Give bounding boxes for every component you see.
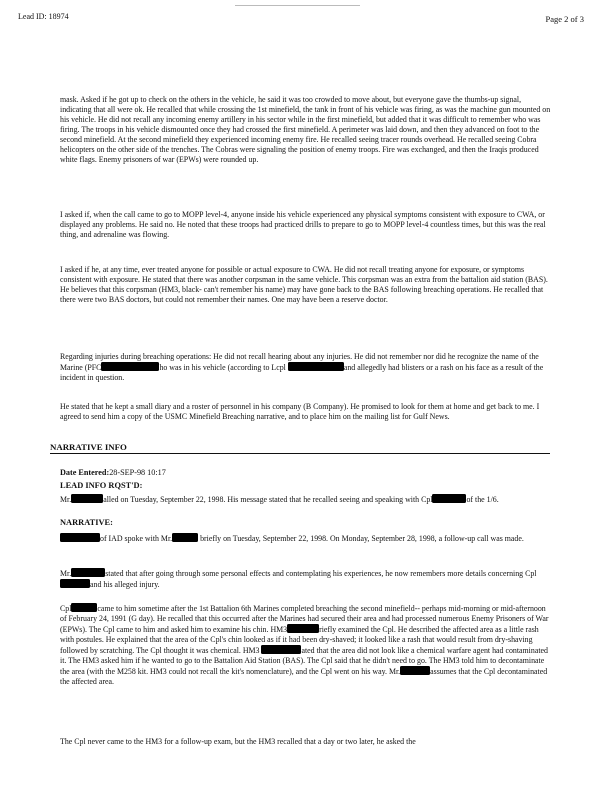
paragraph-text: of IAD spoke with Mr. — [100, 534, 173, 543]
paragraph-text: ated that the area did not look like a chemical warfare agent had contaminated it. The HM3 asked him if he wanted to go to the Battalion Aid Station (BAS). The Cpl said that he didn't need to go. The HM3 told him to decontaminate the area (with the M258 kit. HM3 could not recall the kit's nomenclature), and the Cpl went on his way. Mr. — [60, 646, 548, 676]
redaction-box — [71, 494, 103, 503]
page-number: Page 2 of 3 — [545, 14, 584, 24]
redaction-box — [261, 645, 301, 654]
section-divider — [50, 453, 550, 454]
paragraph-text: Cpl — [60, 604, 72, 613]
paragraph-text: and his alleged injury. — [90, 580, 160, 589]
redaction-box — [287, 624, 319, 633]
redaction-box — [71, 568, 105, 577]
narrative-paragraph-2 — [60, 568, 552, 590]
interview-paragraph-5: He stated that he kept a small diary and a roster of personnel in his company (B Company). He promised to look for them at home and get back to me. I agreed to send him a copy of the USMC Minefield Breaching narrative, and to place him on the mailing list for Gulf News. — [60, 402, 540, 421]
redaction-box — [288, 362, 344, 371]
interview-paragraph-4 — [60, 352, 552, 383]
paragraph-text: Mr. — [60, 569, 72, 578]
paragraph-text: assumes that the Cpl decontaminated the affected area. — [60, 667, 548, 686]
date-label: Date Entered: — [60, 468, 110, 477]
redaction-box — [400, 666, 430, 675]
lead-id: Lead ID: 18974 — [18, 12, 69, 21]
lead-info-text — [60, 494, 552, 505]
redaction-box — [432, 494, 466, 503]
redaction-box — [101, 362, 159, 371]
top-border-line — [235, 5, 360, 6]
interview-paragraph-1: mask. Asked if he got up to check on the others in the vehicle, he said it was too crowded to move about, but everyone gave the thumbs-up signal, indicating that all were ok. He recalled that while crossing the 1st minefield, the tank in front of his vehicle was firing, as was the machine gun mounted on his vehicle. He did not recall any incoming enemy artillery in his sector while in the first minefield, but added that it was difficult to remember who was firing. The troops in his vehicle dismounted once they had crossed the first minefield. A perimeter was laid down, and then they advanced on foot to the second minefield. At the second minefield they experienced incoming enemy fire. He recalled seeing tracer rounds overhead. He recalled seeing Cobra helicopters on the other side of the trenches. The Cobras were signaling the position of enemy troops. Fire was exchanged, and then the Iraqis produced white flags. Enemy prisoners of war (EPWs) were rounded up. — [60, 95, 551, 164]
paragraph-text: alled on Tuesday, September 22, 1998. His message stated that he recalled seeing and speaking with Cpl — [103, 495, 433, 504]
paragraph-text: stated that after going through some personal effects and contemplating his experiences, he now remembers more details concerning Cpl — [105, 569, 537, 578]
date-entered — [60, 468, 166, 477]
redaction-box — [60, 579, 90, 588]
paragraph-text: and allegedly had blisters or a rash on his face as a result of the incident in question. — [60, 363, 544, 382]
paragraph-text: ho was in his vehicle (according to Lcpl — [159, 363, 286, 372]
narrative-paragraph-3 — [60, 603, 552, 687]
redaction-box — [71, 603, 97, 612]
redaction-box — [60, 533, 100, 542]
narrative-paragraph-4: The Cpl never came to the HM3 for a follow-up exam, but the HM3 recalled that a day or two later, he asked the — [60, 737, 416, 746]
lead-info-heading: LEAD INFO RQST'D: — [60, 481, 143, 490]
narrative-info-heading: NARRATIVE INFO — [50, 442, 127, 452]
paragraph-text: briefly on Tuesday, September 22, 1998. On Monday, September 28, 1998, a follow-up call was made. — [198, 534, 524, 543]
date-value: 28-SEP-98 10:17 — [109, 468, 166, 477]
narrative-heading: NARRATIVE: — [60, 518, 113, 527]
interview-paragraph-2: I asked if, when the call came to go to MOPP level-4, anyone inside his vehicle experienced any physical symptoms consistent with exposure to CWA, or displayed any problems. He said no. He noted that these troops had practiced drills to prepare to go to MOPP level-4 countless times, but this was the real thing, and adrenaline was flowing. — [60, 210, 546, 239]
paragraph-text: Regarding injuries during breaching operations: He did not recall hearing about any injuries. He did not remember nor did he recognize the name of the Marine (PFC — [60, 352, 539, 372]
paragraph-text: of the 1/6. — [466, 495, 499, 504]
interview-paragraph-3: I asked if he, at any time, ever treated anyone for possible or actual exposure to CWA. He did not recall treating anyone for exposure, or symptoms consistent with exposure. He stated that there was another corpsman in the same vehicle. This corpsman was an extra from the battalion aid station (BAS). He believes that this corpsman (HM3, black- can't remember his name) may have gone back to the BAS following breaching operations. He recalled that there were two BAS doctors, but could not remember their names. One may have been a reserve doctor. — [60, 265, 548, 304]
paragraph-text: riefly examined the Cpl. He described the affected area as a little rash with postules. He explained that the area of the Cpl's chin looked as if it had been dry-shaved; it looked like a rash that would result from dry-shaving followed by scratching. The Cpl thought it was chemical. HM3 — [60, 625, 539, 655]
paragraph-text: came to him sometime after the 1st Battalion 6th Marines completed breaching the second minefield-- perhaps mid-morning or mid-afternoon of February 24, 1991 (G day). He recalled that this occurred after the Marines had secured their area and had processed numerous Enemy Prisoners of War (EPWs). The Cpl came to him and asked him to examine his chin. HM3 — [60, 604, 549, 634]
narrative-paragraph-1 — [60, 533, 552, 544]
redaction-box — [172, 533, 198, 542]
paragraph-text: Mr. — [60, 495, 72, 504]
